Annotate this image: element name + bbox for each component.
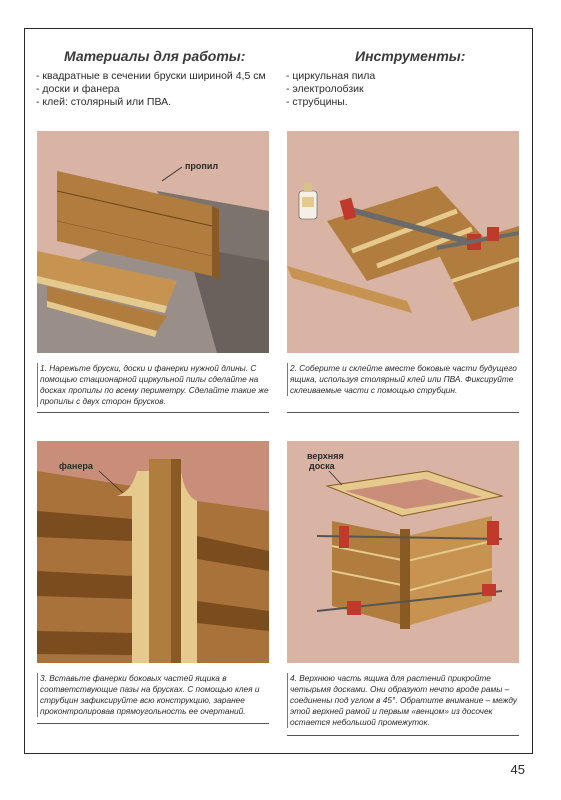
divider: [287, 735, 519, 736]
tools-title: Инструменты:: [355, 48, 466, 64]
materials-title: Материалы для работы:: [64, 48, 246, 64]
tools-item: - струбцины.: [286, 96, 348, 108]
materials-list: [36, 70, 266, 109]
label-top-board-line2: доска: [309, 461, 335, 471]
label-top-board-line1: верхняя: [307, 451, 344, 461]
label-fanera: фанера: [59, 461, 93, 471]
step-3-illustration: [37, 441, 269, 663]
step-1-caption: 1. Нарежьте бруски, доски и фанерки нужной длины. С помощью стационарной циркульной пилы сделайте на досках пропилы по всему периметру. Сделайте такие же пропилы с двух сторон брусков.: [37, 363, 269, 407]
tools-list: [286, 70, 375, 109]
divider: [37, 723, 269, 724]
step-4-caption: 4. Верхнюю часть ящика для растений прикройте четырьмя досками. Они образуют нечто вроде рамы – соединены под углом в 45°. Обратите внимание – между этой верхней рамой и первым «венцом» из досочек остается небольшой промежуток.: [287, 673, 519, 728]
page-number: 45: [510, 762, 525, 777]
materials-item: - квадратные в сечении бруски шириной 4,5 см: [36, 70, 266, 82]
step-1-illustration: [37, 131, 269, 353]
tools-item: - электролобзик: [286, 83, 364, 95]
divider: [287, 412, 519, 413]
step-3-caption: 3. Вставьте фанерки боковых частей ящика в соответствующие пазы на брусках. С помощью клея и струбцин зафиксируйте всю конструкцию, заранее проконтролировав прямоугольность ее очертаний.: [37, 673, 269, 717]
tools-item: - циркульная пила: [286, 70, 376, 82]
materials-item: - доски и фанера: [36, 83, 120, 95]
label-propil: пропил: [185, 161, 219, 171]
materials-item: - клей: столярный или ПВА.: [36, 96, 172, 108]
step-4-illustration: [287, 441, 519, 663]
step-2-caption: 2. Соберите и склейте вместе боковые части будущего ящика, используя столярный клей или ПВА. Фиксируйте склеиваемые части с помощью струбцин.: [287, 363, 519, 396]
step-2-illustration: [287, 131, 519, 353]
divider: [37, 412, 269, 413]
